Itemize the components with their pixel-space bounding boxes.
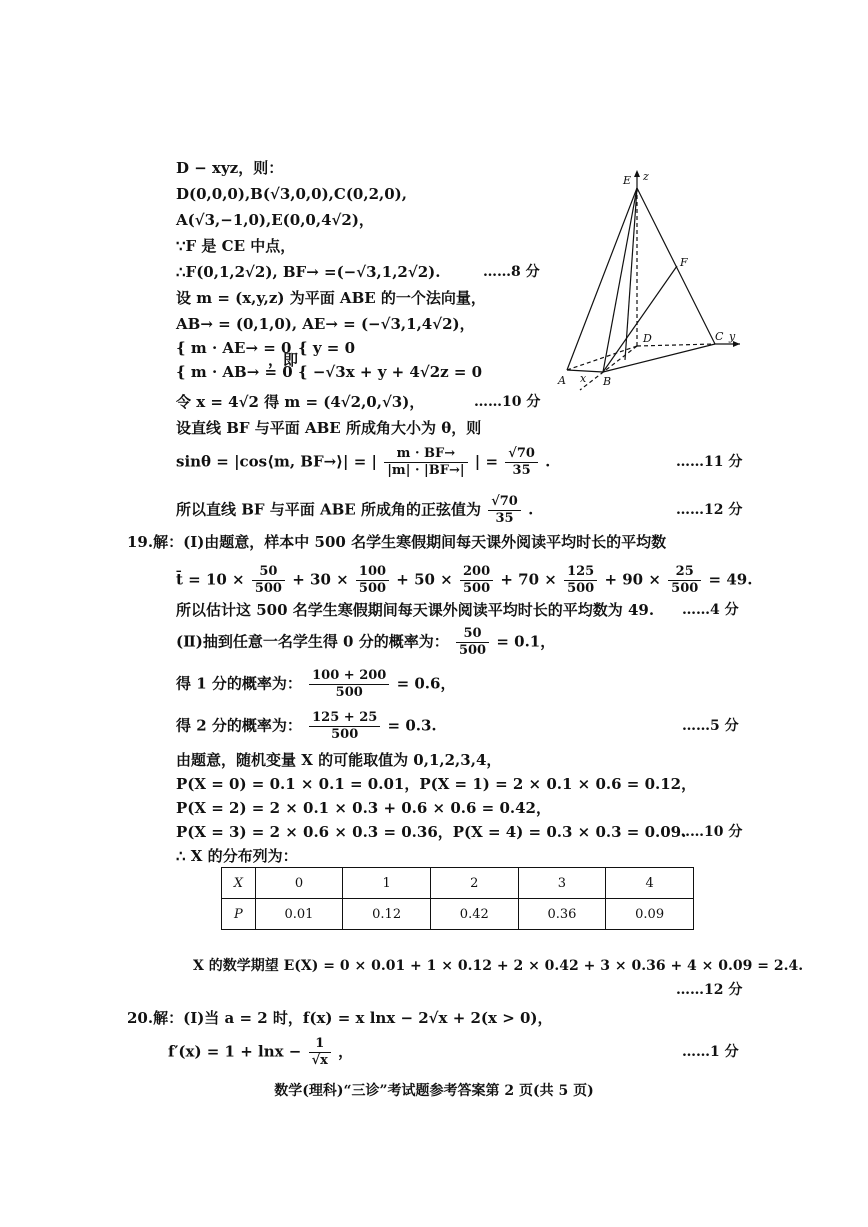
frac-num: 50 (456, 626, 489, 643)
frac-num: √70 (505, 446, 538, 463)
table-row (222, 868, 694, 899)
table-cell: 0.36 (518, 899, 606, 930)
frac-num: 25 (668, 564, 701, 581)
frac-den: 500 (254, 581, 282, 596)
prob-text: 得 1 分的概率为： (176, 674, 302, 693)
z-arrow (634, 170, 640, 177)
f-coords-line: ∴F(0,1,2√2), BF→ =(−√3,1,2√2). (176, 263, 441, 281)
angle-theta-line: 设直线 BF 与平面 ABE 所成角大小为 θ，则 (176, 419, 482, 437)
label-b: B (603, 375, 612, 388)
let-x-line: 令 x = 4√2 得 m = (4√2,0,√3)， (176, 393, 425, 411)
label-c: C (715, 330, 724, 343)
distribution-heading: ∴ X 的分布列为： (176, 847, 298, 865)
score-10b: ……10 分 (676, 824, 743, 840)
frac-den: 500 (671, 581, 699, 596)
prob-frac (456, 626, 489, 659)
mean-frac (252, 564, 285, 597)
frac-num: 50 (252, 564, 285, 581)
px0-px1-line: P(X = 0) = 0.1 × 0.1 = 0.01，P(X = 1) = 2 × 0.1 × 0.6 = 0.12， (176, 775, 697, 793)
prob-0-line (176, 626, 555, 659)
conclusion-18-line (176, 494, 533, 527)
frac-den: 500 (458, 643, 487, 658)
px2-line: P(X = 2) = 2 × 0.1 × 0.3 + 0.6 × 0.6 = 0.42， (176, 799, 551, 817)
mean-frac (564, 564, 597, 597)
derivative-line (168, 1036, 353, 1069)
system-eq1: { m · AE→ = 0 (176, 339, 292, 357)
mean-frac (356, 564, 389, 597)
prob-text: 得 2 分的概率为： (176, 716, 302, 735)
table-cell: 0 (255, 868, 343, 899)
conclusion-text: 所以直线 BF 与平面 ABE 所成角的正弦值为 (176, 500, 481, 519)
derivative-end: ， (338, 1042, 354, 1061)
coords-ae-line: A(√3,−1,0),E(0,0,4√2)， (176, 211, 374, 229)
frac-num: 200 (460, 564, 493, 581)
px3-px4-line: P(X = 3) = 2 × 0.6 × 0.3 = 0.36，P(X = 4) = 0.3 × 0.3 = 0.09. (176, 823, 687, 841)
mean-formula (176, 564, 752, 597)
score-8: ……8 分 (483, 264, 540, 280)
f-midpoint-line: ∵F 是 CE 中点， (176, 237, 296, 255)
sin-theta-mid: | = (474, 452, 499, 471)
q20-heading: 20.解：(Ⅰ)当 a = 2 时，f(x) = x lnx − 2√x + 2(x > 0)， (127, 1009, 553, 1027)
mean-part: + 50 × (396, 570, 453, 589)
sin-theta-lhs: sinθ = |cos⟨m, BF→⟩| = | (176, 452, 377, 471)
distribution-table (221, 867, 694, 930)
frac-den: 35 (495, 511, 514, 526)
frac-num: 125 + 25 (309, 710, 380, 727)
vectors-ab-ae-line: AB→ = (0,1,0), AE→ = (−√3,1,4√2)， (176, 315, 475, 333)
frac-num: 100 (356, 564, 389, 581)
coord-system-line: D − xyz，则： (176, 159, 284, 177)
frac-den: 500 (335, 685, 363, 700)
table-cell: 0.01 (255, 899, 343, 930)
score-5: ……5 分 (682, 718, 739, 734)
frac-num: √70 (488, 494, 521, 511)
label-x: x (580, 372, 587, 385)
prob-value: = 0.6， (396, 674, 456, 693)
sin-theta-end: . (545, 452, 551, 471)
label-d: D (643, 332, 652, 345)
system-eq2: { m · AB→ = 0 (176, 363, 293, 381)
table-cell: 0.42 (430, 899, 518, 930)
derivative-text: f′(x) = 1 + lnx − (168, 1042, 302, 1061)
mean-part: + 90 × (604, 570, 661, 589)
label-e: E (623, 174, 632, 187)
table-row (222, 899, 694, 930)
table-cell: 3 (518, 868, 606, 899)
score-4: ……4 分 (682, 602, 739, 618)
sin-theta-line (176, 446, 550, 479)
edge-ec (637, 188, 715, 344)
frac-den: 500 (463, 581, 491, 596)
expectation-line: X 的数学期望 E(X) = 0 × 0.01 + 1 × 0.12 + 2 × 0.42 + 3 × 0.36 + 4 × 0.09 = 2.4. (193, 958, 804, 974)
score-1: ……1 分 (682, 1044, 739, 1060)
prob-frac (309, 710, 380, 743)
frac-den: |m| · |BF→| (387, 463, 465, 478)
sin-theta-result (505, 446, 538, 479)
frac-num: m · BF→ (384, 446, 467, 463)
label-a: A (558, 374, 566, 387)
table-cell: 4 (606, 868, 694, 899)
frac-num: 125 (564, 564, 597, 581)
edge-eb (603, 188, 637, 372)
mean-estimate-line: 所以估计这 500 名学生寒假期间每天课外阅读平均时长的平均数为 49. (176, 601, 655, 619)
system-eq4: { −√3x + y + 4√2z = 0 (298, 363, 483, 381)
page-footer: 数学(理科)“三诊”考试题参考答案第 2 页(共 5 页) (274, 1083, 594, 1099)
score-11: ……11 分 (676, 454, 743, 470)
mean-frac (668, 564, 701, 597)
label-z: z (643, 170, 649, 183)
coords-dbc-line: D(0,0,0),B(√3,0,0),C(0,2,0), (176, 185, 407, 203)
table-cell: 0.09 (606, 899, 694, 930)
table-cell: 2 (430, 868, 518, 899)
mean-part: = 49. (708, 570, 753, 589)
mean-part: + 70 × (500, 570, 557, 589)
system-eq3: { y = 0 (298, 339, 356, 357)
prob-frac (309, 668, 389, 701)
mean-frac (460, 564, 493, 597)
frac-den: 500 (567, 581, 595, 596)
frac-den: 500 (331, 727, 359, 742)
table-cell: X (222, 868, 256, 899)
table-cell: 1 (343, 868, 431, 899)
sin-theta-fraction (384, 446, 467, 479)
frac-num: 1 (309, 1036, 331, 1053)
q19-heading: 19.解：(Ⅰ)由题意，样本中 500 名学生寒假期间每天课外阅读平均时长的平均数 (127, 533, 667, 551)
score-12a: ……12 分 (676, 502, 743, 518)
pyramid-figure (555, 160, 750, 395)
frac-den: √x (311, 1053, 328, 1068)
system-ie-label: ，即 (268, 351, 299, 369)
frac-den: 500 (358, 581, 387, 596)
table-cell: 0.12 (343, 899, 431, 930)
table-cell: P (222, 899, 256, 930)
conclusion-fraction (488, 494, 521, 527)
frac-den: 35 (512, 463, 531, 478)
label-y: y (729, 330, 736, 343)
prob-value: = 0.1， (496, 632, 556, 651)
mean-part: + 30 × (292, 570, 349, 589)
conclusion-end: . (528, 500, 534, 519)
prob-text: (Ⅱ)抽到任意一名学生得 0 分的概率为： (176, 632, 449, 651)
x-values-line: 由题意，随机变量 X 的可能取值为 0,1,2,3,4， (176, 751, 502, 769)
score-12b: ……12 分 (676, 982, 743, 998)
frac-num: 100 + 200 (309, 668, 389, 685)
score-10a: ……10 分 (474, 394, 541, 410)
prob-value: = 0.3. (387, 716, 437, 735)
normal-vector-line: 设 m = (x,y,z) 为平面 ABE 的一个法向量， (176, 289, 486, 307)
mean-part: t̄ = 10 × (176, 570, 245, 589)
label-f: F (680, 256, 688, 269)
derivative-frac (309, 1036, 331, 1069)
prob-1-line (176, 668, 455, 701)
prob-2-line (176, 710, 437, 743)
